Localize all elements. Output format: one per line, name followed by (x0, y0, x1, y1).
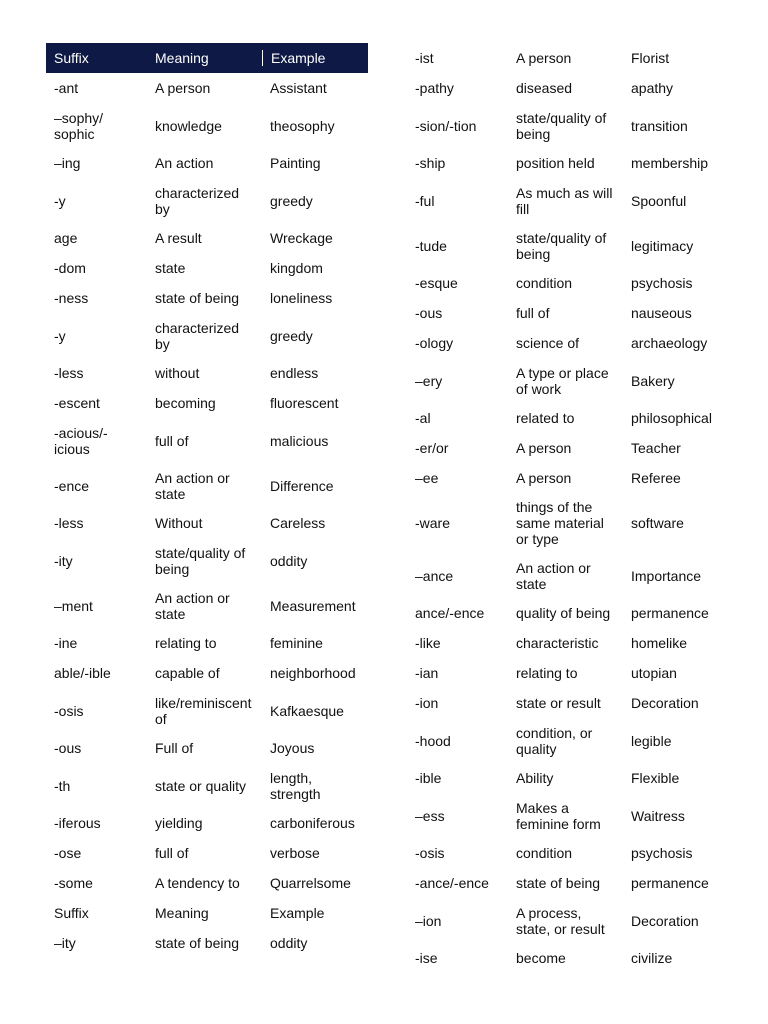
example-cell: Decoration (631, 695, 699, 711)
meaning-cell: An action (155, 155, 214, 171)
example-cell: theosophy (270, 117, 335, 134)
table-row (46, 928, 368, 958)
table-row (46, 253, 368, 283)
meaning-cell: A type or place of work (516, 364, 609, 397)
suffix-cell: -y (54, 192, 66, 209)
example-cell: legible (631, 732, 672, 749)
table-row (407, 298, 737, 328)
example-cell: philosophical (631, 410, 712, 426)
table-row (407, 598, 737, 628)
table-row (407, 328, 737, 358)
example-cell: carboniferous (270, 815, 355, 831)
meaning-cell: Makes a feminine form (516, 799, 601, 832)
table-row (407, 43, 737, 73)
suffix-cell: -ful (415, 192, 435, 209)
table-row (407, 433, 737, 463)
table-row (407, 403, 737, 433)
meaning-cell: A person (516, 50, 572, 66)
example-cell: Bakery (631, 372, 675, 389)
example-cell: software (631, 515, 684, 531)
table-row (407, 838, 737, 868)
example-cell: endless (270, 365, 319, 381)
suffix-cell: –ion (415, 912, 442, 929)
table-row (46, 838, 368, 868)
meaning-cell: condition, or quality (516, 724, 593, 757)
suffix-cell: –ess (415, 807, 445, 824)
suffix-cell: –ee (415, 470, 439, 486)
meaning-cell: state of being (516, 875, 601, 891)
table-row (46, 148, 368, 178)
suffix-cell: –ity (54, 935, 76, 951)
table-row (46, 733, 368, 763)
suffix-cell: -pathy (415, 80, 454, 96)
meaning-cell: Meaning (155, 905, 209, 921)
suffix-cell: -y (54, 327, 66, 344)
left-table-header (46, 43, 368, 73)
example-cell: civilize (631, 950, 673, 966)
suffix-cell: -osis (54, 702, 84, 719)
table-row (46, 103, 368, 148)
meaning-cell: characterized by (155, 319, 240, 352)
suffix-cell: -tude (415, 237, 447, 254)
example-cell: nauseous (631, 305, 692, 321)
table-row (46, 313, 368, 358)
table-row (407, 493, 737, 553)
table-row (46, 223, 368, 253)
meaning-cell: A person (155, 80, 211, 96)
suffix-cell: –ery (415, 372, 443, 389)
example-cell: permanence (631, 605, 709, 621)
suffix-cell: –ance (415, 567, 454, 584)
suffix-cell: age (54, 230, 78, 246)
example-cell: Flexible (631, 770, 680, 786)
meaning-cell: things of the same material or type (516, 499, 604, 547)
meaning-cell: Without (155, 515, 203, 531)
meaning-cell: state/quality of being (155, 544, 246, 577)
table-row (407, 628, 737, 658)
suffix-cell: -iferous (54, 815, 101, 831)
meaning-cell: characterized by (155, 184, 240, 217)
table-row (46, 358, 368, 388)
example-cell: Wreckage (270, 230, 333, 246)
example-cell: utopian (631, 665, 677, 681)
table-row (46, 283, 368, 313)
suffix-cell: -ion (415, 695, 439, 711)
table-row (407, 178, 737, 223)
example-cell: archaeology (631, 335, 708, 351)
table-row (46, 73, 368, 103)
suffix-cell: -ine (54, 635, 78, 651)
meaning-cell: A tendency to (155, 875, 240, 891)
table-row (407, 73, 737, 103)
example-cell: fluorescent (270, 395, 339, 411)
meaning-cell: A person (516, 470, 572, 486)
example-cell: greedy (270, 192, 313, 209)
header-meaning: Meaning (155, 50, 209, 66)
table-row (407, 718, 737, 763)
example-cell: apathy (631, 80, 674, 96)
example-cell: Florist (631, 50, 670, 66)
suffix-cell: -ous (415, 305, 443, 321)
meaning-cell: like/reminiscent of (155, 694, 252, 727)
meaning-cell: A result (155, 230, 202, 246)
meaning-cell: As much as will fill (516, 184, 613, 217)
example-cell: length, strength (270, 769, 321, 802)
suffix-cell: –ing (54, 155, 81, 171)
meaning-cell: state (155, 260, 186, 276)
example-cell: homelike (631, 635, 688, 651)
meaning-cell: A process, state, or result (516, 904, 605, 937)
table-row (46, 808, 368, 838)
example-cell: Waitress (631, 807, 685, 824)
table-row (407, 103, 737, 148)
table-row (46, 868, 368, 898)
right-suffix-table (407, 43, 737, 973)
suffix-cell: -er/or (415, 440, 449, 456)
example-cell: Example (270, 905, 325, 921)
meaning-cell: relating to (516, 665, 578, 681)
meaning-cell: quality of being (516, 605, 611, 621)
example-cell: Kafkaesque (270, 702, 344, 719)
suffix-cell: -ness (54, 290, 89, 306)
suffix-cell: -dom (54, 260, 86, 276)
meaning-cell: state/quality of being (516, 229, 607, 262)
meaning-cell: becoming (155, 395, 216, 411)
table-row (46, 688, 368, 733)
header-example: Example (262, 50, 368, 66)
meaning-cell: full of (516, 305, 550, 321)
table-row (46, 658, 368, 688)
suffix-cell: -esque (415, 275, 458, 291)
meaning-cell: diseased (516, 80, 573, 96)
suffix-cell: -ise (415, 950, 438, 966)
suffix-cell: -ist (415, 50, 434, 66)
meaning-cell: Full of (155, 740, 194, 756)
table-row (46, 388, 368, 418)
example-cell: oddity (270, 552, 308, 569)
meaning-cell: without (155, 365, 200, 381)
table-row (46, 583, 368, 628)
example-cell: Decoration (631, 912, 699, 929)
suffix-cell: -ible (415, 770, 442, 786)
meaning-cell: knowledge (155, 117, 222, 134)
table-row (407, 268, 737, 298)
suffix-cell: -ous (54, 740, 82, 756)
table-row (407, 223, 737, 268)
example-cell: kingdom (270, 260, 323, 276)
table-row (407, 688, 737, 718)
meaning-cell: state/quality of being (516, 109, 607, 142)
suffix-cell: able/-ible (54, 665, 111, 681)
meaning-cell: An action or state (516, 559, 591, 592)
example-cell: psychosis (631, 845, 693, 861)
example-cell: greedy (270, 327, 313, 344)
meaning-cell: science of (516, 335, 580, 351)
suffix-cell: -ian (415, 665, 439, 681)
suffix-cell: -acious/- icious (54, 424, 108, 457)
suffix-cell: -like (415, 635, 441, 651)
example-cell: malicious (270, 432, 329, 449)
example-cell: oddity (270, 935, 308, 951)
example-cell: permanence (631, 875, 709, 891)
meaning-cell: Ability (516, 770, 554, 786)
suffix-cell: -ity (54, 552, 73, 569)
suffix-cell: -osis (415, 845, 445, 861)
suffix-cell: -ose (54, 845, 82, 861)
example-cell: verbose (270, 845, 320, 861)
meaning-cell: state or result (516, 695, 601, 711)
suffix-cell: -ology (415, 335, 454, 351)
table-row (46, 178, 368, 223)
meaning-cell: become (516, 950, 566, 966)
suffix-cell: -sion/-tion (415, 117, 477, 134)
meaning-cell: condition (516, 845, 573, 861)
header-suffix: Suffix (54, 50, 89, 66)
suffix-cell: -less (54, 365, 84, 381)
table-row (407, 763, 737, 793)
table-row (46, 463, 368, 508)
example-cell: loneliness (270, 290, 333, 306)
suffix-cell: –sophy/ sophic (54, 109, 104, 142)
suffix-cell: -ship (415, 155, 446, 171)
meaning-cell: related to (516, 410, 575, 426)
table-row (46, 763, 368, 808)
table-row (46, 538, 368, 583)
example-cell: Importance (631, 567, 702, 584)
table-row (407, 553, 737, 598)
table-row (407, 868, 737, 898)
meaning-cell: position held (516, 155, 595, 171)
example-cell: membership (631, 155, 709, 171)
left-suffix-table (46, 43, 368, 958)
example-cell: neighborhood (270, 665, 356, 681)
suffix-cell: -hood (415, 732, 451, 749)
left-table-body (46, 73, 368, 958)
suffix-cell: -al (415, 410, 431, 426)
suffix-cell: -ant (54, 80, 79, 96)
example-cell: Assistant (270, 80, 327, 96)
suffix-cell: -escent (54, 395, 100, 411)
example-cell: psychosis (631, 275, 693, 291)
table-row (46, 508, 368, 538)
example-cell: Joyous (270, 740, 315, 756)
meaning-cell: state of being (155, 935, 240, 951)
example-cell: Spoonful (631, 192, 687, 209)
table-row (46, 418, 368, 463)
table-row (407, 943, 737, 973)
suffix-cell: -some (54, 875, 93, 891)
example-cell: Measurement (270, 597, 356, 614)
meaning-cell: An action or state (155, 589, 230, 622)
table-row (407, 463, 737, 493)
table-row (46, 898, 368, 928)
suffix-cell: –ment (54, 597, 93, 614)
meaning-cell: characteristic (516, 635, 599, 651)
meaning-cell: A person (516, 440, 572, 456)
example-cell: Quarrelsome (270, 875, 351, 891)
table-row (407, 898, 737, 943)
meaning-cell: An action or state (155, 469, 230, 502)
suffix-cell: -ware (415, 515, 451, 531)
example-cell: legitimacy (631, 237, 694, 254)
table-row (407, 358, 737, 403)
example-cell: Careless (270, 515, 326, 531)
suffix-cell: -ence (54, 477, 90, 494)
table-row (46, 628, 368, 658)
meaning-cell: relating to (155, 635, 217, 651)
suffix-cell: ance/-ence (415, 605, 485, 621)
table-row (407, 793, 737, 838)
meaning-cell: full of (155, 432, 189, 449)
suffix-cell: -less (54, 515, 84, 531)
meaning-cell: condition (516, 275, 573, 291)
meaning-cell: state or quality (155, 777, 247, 794)
suffix-cell: -ance/-ence (415, 875, 489, 891)
meaning-cell: full of (155, 845, 189, 861)
example-cell: feminine (270, 635, 323, 651)
example-cell: Teacher (631, 440, 681, 456)
meaning-cell: state of being (155, 290, 240, 306)
table-row (407, 658, 737, 688)
suffix-cell: Suffix (54, 905, 89, 921)
meaning-cell: capable of (155, 665, 220, 681)
meaning-cell: yielding (155, 815, 203, 831)
suffix-cell: -th (54, 777, 71, 794)
right-table-body (407, 43, 737, 973)
example-cell: Difference (270, 477, 334, 494)
table-row (407, 148, 737, 178)
example-cell: Referee (631, 470, 681, 486)
example-cell: transition (631, 117, 688, 134)
example-cell: Painting (270, 155, 321, 171)
